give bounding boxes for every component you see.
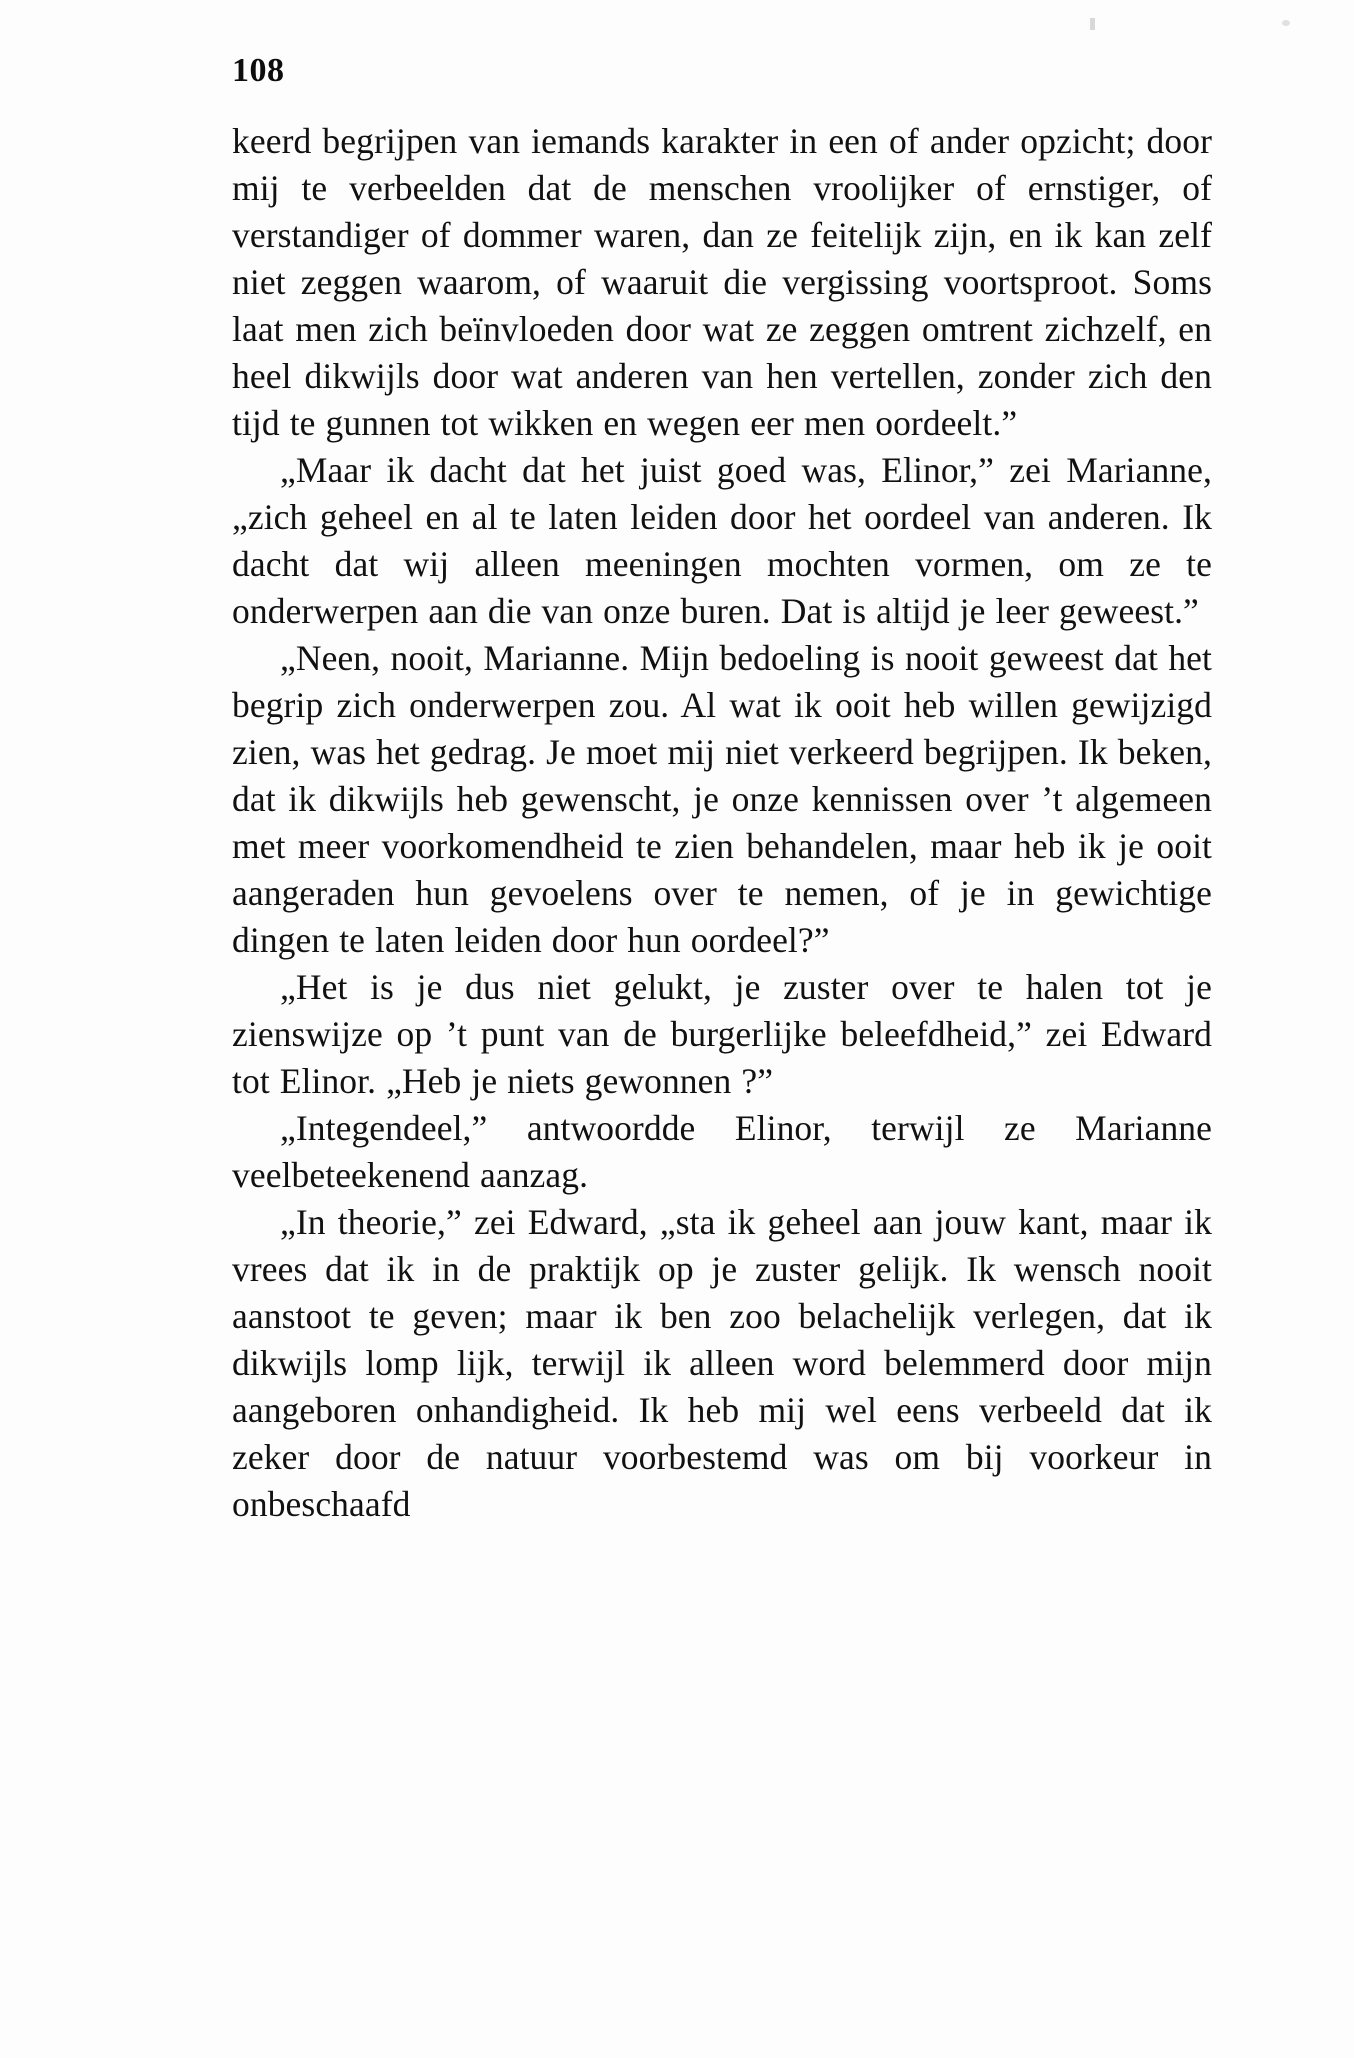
page-number: 108 [232,52,285,89]
paragraph: „In theorie,” zei Edward, „sta ik geheel aan jouw kant, maar ik vrees dat ik in de praktijk op je zuster gelijk. Ik wensch nooit aanstoot te geven; maar ik ben zoo belachelijk verlegen, dat ik dikwijls lomp lijk, terwijl ik alleen word belemmerd door mijn aangeboren onhandigheid. Ik heb mij wel eens verbeeld dat ik zeker door de natuur voorbestemd was om bij voorkeur in onbeschaafd [232,1202,1212,1524]
scan-artifact-speck-2 [1282,20,1290,26]
paragraph: „Neen, nooit, Marianne. Mijn bedoeling is nooit geweest dat het begrip zich onderwerpen zou. Al wat ik ooit heb willen gewijzigd zien, was het gedrag. Je moet mij niet verkeerd begrijpen. Ik beken, dat ik dikwijls heb gewenscht, je onze kennissen over ’t algemeen met meer voorkomendheid te zien behandelen, maar heb ik je ooit aangeraden hun gevoelens over te nemen, of je in gewichtige dingen te laten leiden door hun oordeel?” [232,638,1212,960]
paragraph: „Het is je dus niet gelukt, je zuster over te halen tot je zienswijze op ’t punt van de burgerlijke beleefdheid,” zei Edward tot Elinor. „Heb je niets gewonnen ?” [232,967,1212,1101]
paragraph: keerd begrijpen van iemands karakter in een of ander opzicht; door mij te verbeelden dat de menschen vroolijker of ernstiger, of verstandiger of dommer waren, dan ze feitelijk zijn, en ik kan zelf niet zeggen waarom, of waaruit die vergissing voortsproot. Soms laat men zich beïnvloeden door wat ze zeggen omtrent zichzelf, en heel dikwijls door wat anderen van hen vertellen, zonder zich den tijd te gunnen tot wikken en wegen eer men oordeelt.” [232,121,1212,443]
scan-artifact-speck [1090,18,1095,30]
paragraph: „Integendeel,” antwoordde Elinor, terwijl ze Marianne veelbeteekenend aanzag. [232,1108,1212,1195]
body-text-column [232,118,1212,1528]
paragraph: „Maar ik dacht dat het juist goed was, Elinor,” zei Marianne, „zich geheel en al te laten leiden door het oordeel van anderen. Ik dacht dat wij alleen meeningen mochten vormen, om ze te onderwerpen aan die van onze buren. Dat is altijd je leer geweest.” [232,450,1212,631]
